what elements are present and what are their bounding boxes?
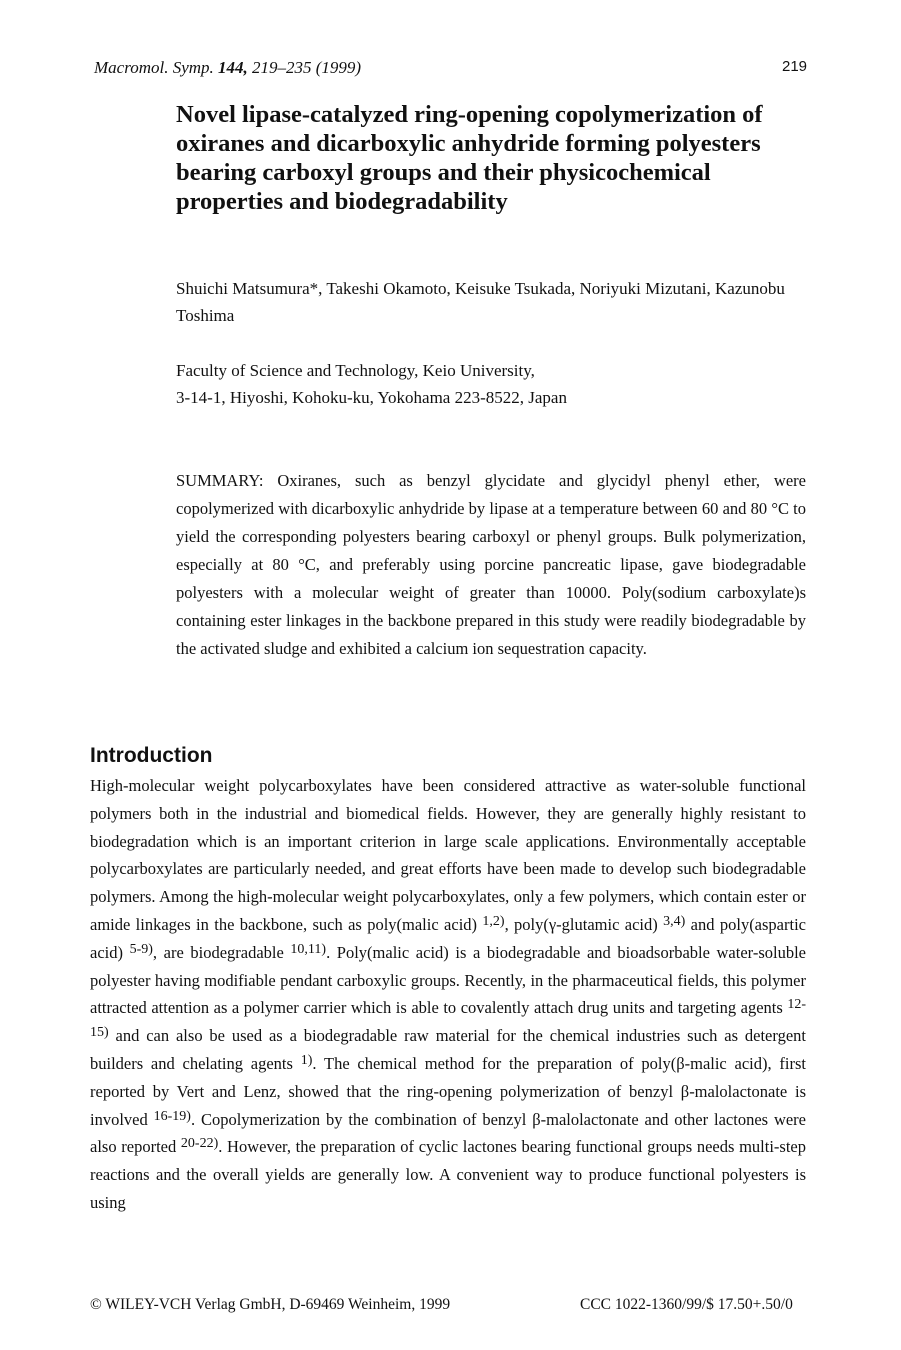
affiliation: [176, 357, 816, 411]
intro-text-6: and can also be used as a biodegradable raw material for the chemical industries such as detergent builders and chelating agents: [90, 1026, 806, 1073]
citation-ref: 1): [300, 1052, 313, 1068]
intro-text-3: and poly(aspartic acid): [90, 914, 806, 962]
section-heading-introduction: Introduction: [90, 744, 213, 767]
citation-ref: 3,4): [663, 913, 686, 929]
page-number: 219: [782, 58, 808, 75]
author-list: Shuichi Matsumura*, Takeshi Okamoto, Keisuke Tsukada, Noriyuki Mizutani, Kazunobu Toshima: [176, 279, 785, 325]
citation-ref: 20-22): [180, 1136, 219, 1152]
journal-name: Macromol. Symp.: [94, 58, 219, 77]
intro-text-2: , poly(γ-glutamic acid): [504, 914, 664, 934]
intro-text-9: . However, the preparation of cyclic lactones bearing functional groups needs multi-step reactions and the overall yields are generally low. A convenient way to produce functional polyesters is using: [90, 1137, 806, 1212]
affiliation-line-1: Faculty of Science and Technology, Keio University,: [176, 361, 535, 380]
journal-citation: [94, 58, 361, 78]
affiliation-line-2: 3-14-1, Hiyoshi, Kohoku-ku, Yokohama 223-8522, Japan: [176, 388, 567, 407]
journal-volume: 144,: [218, 58, 248, 77]
article-title: Novel lipase-catalyzed ring-opening copolymerization of oxiranes and dicarboxylic anhydride forming polyesters bearing carboxyl groups and their physicochemical properties and biodegradability: [176, 101, 763, 215]
citation-ref: 16-19): [153, 1108, 191, 1124]
intro-text-1: High-molecular weight polycarboxylates have been considered attractive as water-soluble functional polymers both in the industrial and biomedical fields. However, they are generally highly resistant to biodegradation which is an important criterion in large scale applications. Environmentally acceptable polycarboxylates are particularly needed, and great efforts have been made to develop such biodegradable polymers. Among the high-molecular weight polycarboxylates, only a few polymers, which contain ester or amide linkages in the backbone, such as poly(malic acid): [90, 776, 806, 934]
citation-ref: 5-9): [129, 941, 153, 957]
summary-abstract: SUMMARY: Oxiranes, such as benzyl glycidate and glycidyl phenyl ether, were copolymerized with dicarboxylic anhydride by lipase at a temperature between 60 and 80 °C to yield the corresponding polyesters bearing carboxyl or phenyl groups. Bulk polymerization, especially at 80 °C, and preferably using porcine pancreatic lipase, gave biodegradable polyesters with a molecular weight of greater than 10000. Poly(sodium carboxylate)s containing ester linkages in the backbone prepared in this study were readily biodegradable by the activated sludge and exhibited a calcium ion sequestration capacity.: [176, 471, 806, 658]
copyright-notice: © WILEY-VCH Verlag GmbH, D-69469 Weinheim, 1999: [90, 1296, 451, 1313]
citation-ref: 10,11): [290, 941, 327, 957]
citation-ref: 12-15): [90, 997, 806, 1041]
introduction-body: [90, 772, 806, 1217]
intro-text-5: . Poly(malic acid) is a biodegradable and bioadsorbable water-soluble polyester having modifiable pendant carboxylic groups. Recently, in the pharmaceutical fields, this polymer attracted attention as a polymer carrier which is able to covalently attach drug units and targeting agents: [90, 942, 806, 1018]
journal-pages-year: 219–235 (1999): [247, 58, 362, 77]
intro-text-8: . Copolymerization by the combination of benzyl β-malolactonate and other lactones were also reported: [90, 1109, 806, 1157]
citation-ref: 1,2): [482, 913, 505, 929]
intro-text-4: , are biodegradable: [152, 942, 291, 962]
intro-text-7: . The chemical method for the preparation of poly(β-malic acid), first reported by Vert and Lenz, showed that the ring-opening polymerization of benzyl β-malolactonate is involved: [90, 1053, 806, 1129]
ccc-code: CCC 1022-1360/99/$ 17.50+.50/0: [580, 1296, 793, 1313]
